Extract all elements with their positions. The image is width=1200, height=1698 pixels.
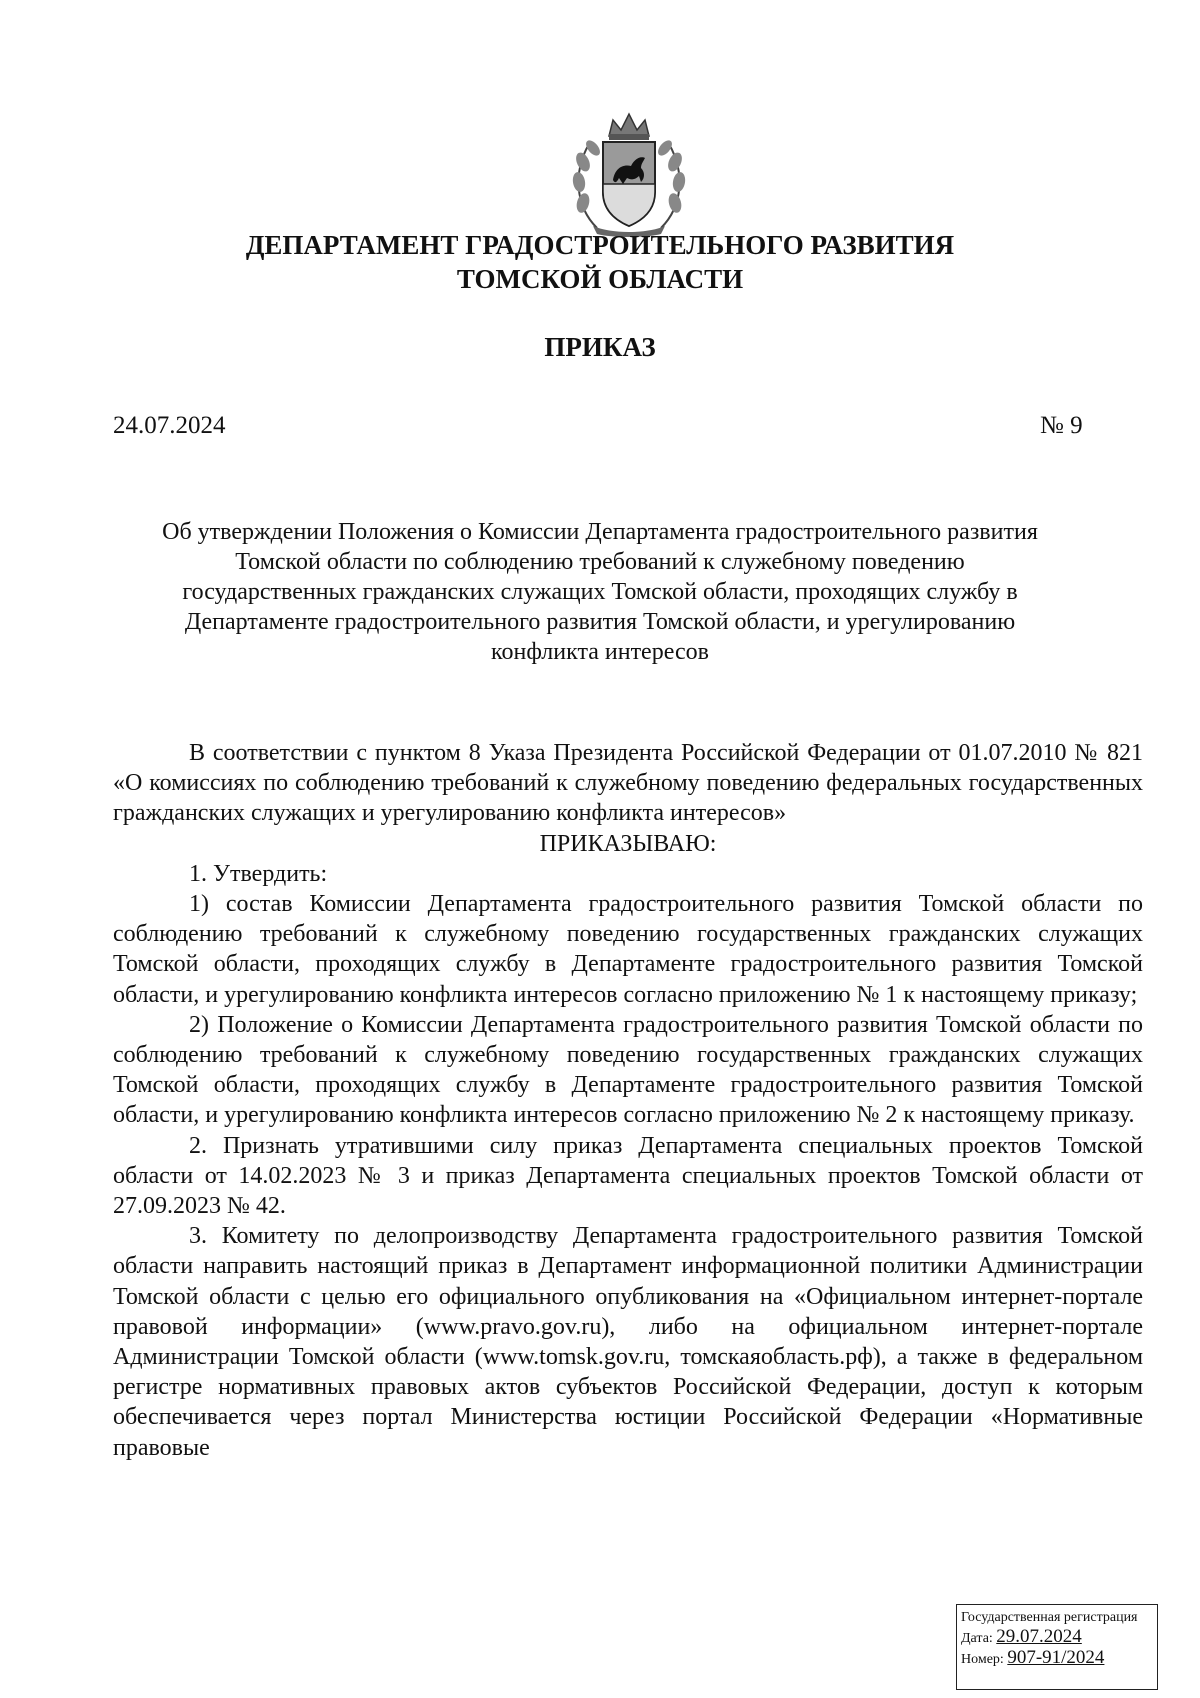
registration-stamp xyxy=(956,1604,1158,1690)
coat-of-arms-icon xyxy=(567,110,691,238)
stamp-number-label: Номер: xyxy=(961,1652,1004,1667)
subject-line: Департаменте градостроительного развития Томской области, и урегулированию xyxy=(184,609,1016,635)
item-1-2: 2) Положение о Комиссии Департамента градостроительного развития Томской области по соблюдению требований к служебному поведению государственных гражданских служащих Томской области, проходящих службу в Департаменте градостроительного развития Томской области, и урегулированию конфликта интересов согласно приложению № 2 к настоящему приказу. xyxy=(113,1011,1143,1129)
stamp-date-row xyxy=(961,1627,1151,1648)
document-date: 24.07.2024 xyxy=(113,412,226,439)
stamp-date-value: 29.07.2024 xyxy=(996,1626,1082,1647)
subject-line: Томской области по соблюдению требований к служебному поведению xyxy=(235,549,965,575)
document-subject xyxy=(120,517,1080,667)
order-word: ПРИКАЗЫВАЮ: xyxy=(539,830,717,857)
preamble-paragraph: В соответствии с пунктом 8 Указа Президента Российской Федерации от 01.07.2010 № 821 «О комиссиях по соблюдению требований к служебному поведению федеральных государственных гражданских служащих и урегулированию конфликта интересов» xyxy=(113,740,1143,827)
org-line-1: ДЕПАРТАМЕНТ ГРАДОСТРОИТЕЛЬНОГО РАЗВИТИЯ xyxy=(245,230,955,260)
subject-line: конфликта интересов xyxy=(491,639,709,665)
stamp-date-label: Дата: xyxy=(961,1631,993,1646)
item-3: 3. Комитету по делопроизводству Департамента градостроительного развития Томской области направить настоящий приказ в Департамент информационной политики Администрации Томской области с целью его официального опубликования на «Официальном интернет-портале правовой информации» (www.pravo.gov.ru), либо на официальном интернет-портале Администрации Томской области (www.tomsk.gov.ru, томскаяобласть.рф), а также в федеральном регистре нормативных правовых актов субъектов Российской Федерации, доступ к которым обеспечивается через портал Министерства юстиции Российской Федерации «Нормативные правовые xyxy=(113,1223,1143,1461)
org-line-2: ТОМСКОЙ ОБЛАСТИ xyxy=(456,264,744,294)
item-1: 1. Утвердить: xyxy=(189,860,328,887)
item-1-1: 1) состав Комиссии Департамента градостроительного развития Томской области по соблюдению требований к служебному поведению государственных гражданских служащих Томской области, проходящих службу в Департаменте градостроительного развития Томской области, и урегулированию конфликта интересов согласно приложению № 1 к настоящему приказу; xyxy=(113,891,1143,1008)
stamp-title: Государственная регистрация xyxy=(961,1610,1138,1625)
subject-line: Об утверждении Положения о Комиссии Департамента градостроительного развития xyxy=(162,519,1038,545)
document-number: № 9 xyxy=(1040,412,1083,439)
subject-line: государственных гражданских служащих Томской области, проходящих службу в xyxy=(182,579,1018,605)
document-body xyxy=(113,738,1143,1463)
stamp-number-value: 907-91/2024 xyxy=(1007,1647,1105,1668)
organization-name xyxy=(100,228,1100,296)
item-2: 2. Признать утратившими силу приказ Департамента специальных проектов Томской области от 14.02.2023 № 3 и приказ Департамента специальных проектов Томской области от 27.09.2023 № 42. xyxy=(113,1132,1143,1220)
document-type: ПРИКАЗ xyxy=(544,332,656,362)
stamp-number-row xyxy=(961,1648,1151,1669)
